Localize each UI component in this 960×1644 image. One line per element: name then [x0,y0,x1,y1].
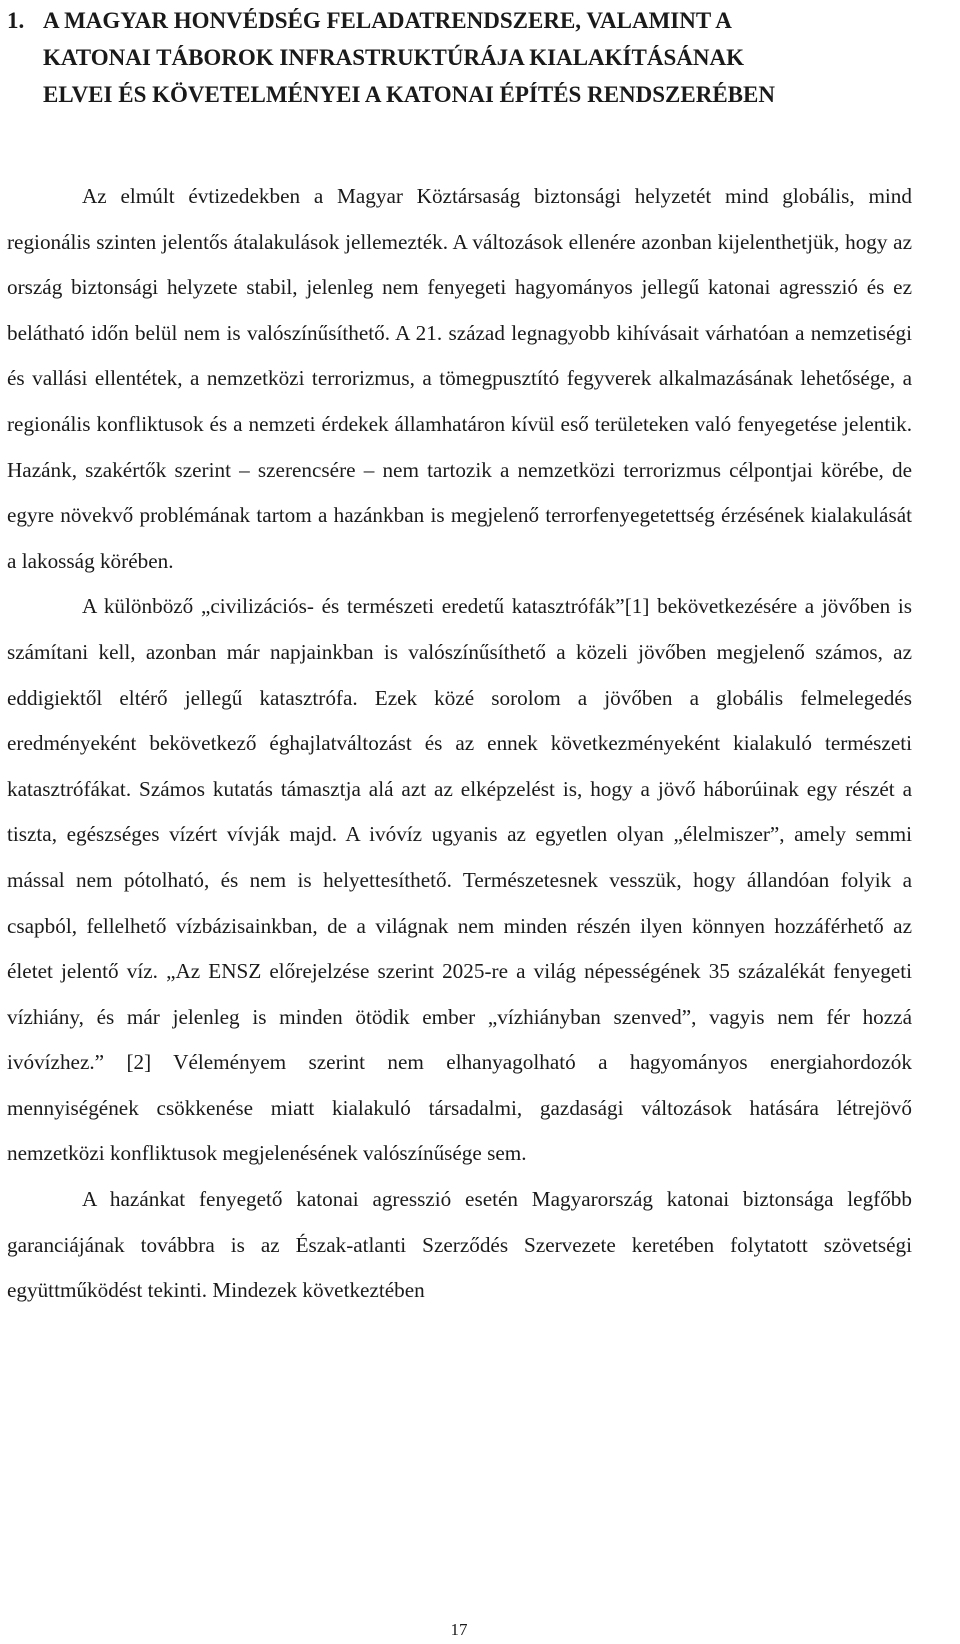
heading-text-line-1: A MAGYAR HONVÉDSÉG FELADATRENDSZERE, VALAMINT A [43,8,732,33]
chapter-heading [7,2,927,113]
paragraph-1: Az elmúlt évtizedekben a Magyar Köztársaság biztonsági helyzetét mind globális, mind regionális szinten jelentős átalakulások jellemezték. A változások ellenére azonban kijelenthetjük, hogy az ország biztonsági helyzete stabil, jelenleg nem fenyegeti hagyományos jellegű katonai agresszió és ez belátható időn belül nem is valószínűsíthető. A 21. század legnagyobb kihívásait várhatóan a nemzetiségi és vallási ellentétek, a nemzetközi terrorizmus, a tömegpusztító fegyverek alkalmazásának lehetősége, a regionális konfliktusok és a nemzeti érdekek államhatáron kívül eső területeken való fenyegetése jelentik. Hazánk, szakértők szerint – szerencsére – nem tartozik a nemzetközi terrorizmus célpontjai körébe, de egyre növekvő problémának tartom a hazánkban is megjelenő terrorfenyegetettség érzésének kialakulását a lakosság körében. [7,184,912,573]
heading-text-line-3: ELVEI ÉS KÖVETELMÉNYEI A KATONAI ÉPÍTÉS RENDSZERÉBEN [43,82,775,107]
heading-line-1 [7,2,927,39]
paragraph-2: A különböző „civilizációs- és természeti eredetű katasztrófák”[1] bekövetkezésére a jövőben is számítani kell, azonban már napjainkban is valószínűsíthető a közeli jövőben megjelenő számos, az eddigiektől eltérő jellegű katasztrófa. Ezek közé sorolom a jövőben a globális felmelegedés eredményeként bekövetkező éghajlatváltozást és az ennek következményeként kialakuló természeti katasztrófákat. Számos kutatás támasztja alá azt az elképzelést is, hogy a jövő háborúinak egy részét a tiszta, egészséges vízért vívják majd. A ivóvíz ugyanis az egyetlen olyan „élelmiszer”, amely semmi mással nem pótolható, és nem is helyettesíthető. Természetesnek vesszük, hogy állandóan folyik a csapból, fellelhető vízbázisainkban, de a világnak nem minden részén ilyen könnyen hozzáférhető az életet jelentő víz. „Az ENSZ előrejelzése szerint 2025-re a világ népességének 35 százalékát fenyegeti vízhiány, és már jelenleg is minden ötödik ember „vízhiányban szenved”, vagyis nem fér hozzá ivóvízhez.” [2] Véleményem szerint nem elhanyagolható a hagyományos energiahordozók mennyiségének csökkenése miatt kialakuló társadalmi, gazdasági változások hatására létrejövő nemzetközi konfliktusok megjelenésének valószínűsége sem. [7,594,912,1166]
heading-number: 1. [7,8,25,33]
body-text [7,174,912,1314]
paragraph-3: A hazánkat fenyegető katonai agresszió esetén Magyarország katonai biztonsága legfőbb garanciájának továbbra is az Észak-atlanti Szerződés Szervezete keretében folytatott szövetségi együttműködést tekinti. Mindezek következtében [7,1187,912,1303]
page-number: 17 [450,1620,468,1639]
heading-text-line-2: KATONAI TÁBOROK INFRASTRUKTÚRÁJA KIALAKÍTÁSÁNAK [43,45,744,70]
